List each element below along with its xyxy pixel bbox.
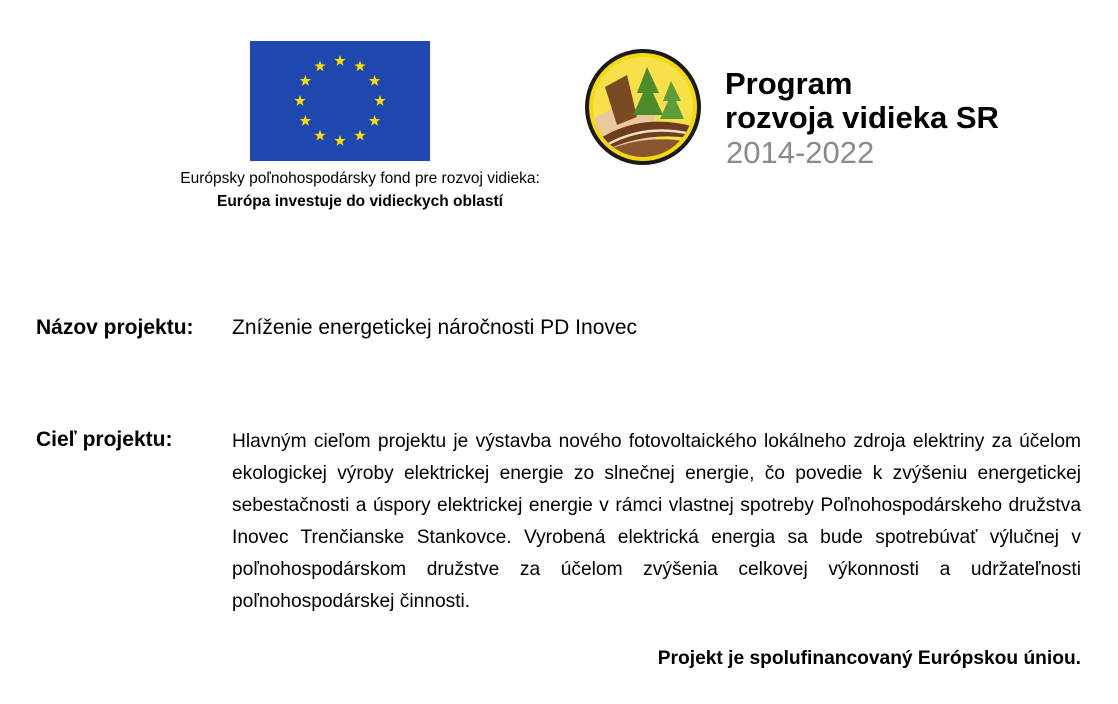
project-goal-label: Cieľ projektu: <box>36 428 173 451</box>
cofinancing-note: Projekt je spolufinancovaný Európskou úniou. <box>657 648 1081 669</box>
eu-flag-logo <box>250 41 430 161</box>
project-name-value: Zníženie energetickej náročnosti PD Inovec <box>232 316 638 339</box>
project-name-label: Názov projektu: <box>36 316 194 339</box>
program-title-line2: rozvoja vidieka SR <box>725 100 999 135</box>
project-goal-text: Hlavným cieľom projektu je výstavba nového fotovoltaického lokálneho zdroja elektriny za účelom ekologickej výroby elektrickej energie zo slnečnej energie, čo povedie k zvýšeniu energetickej sebestačnosti a úspory elektrickej energie v rámci vlastnej spotreby Poľnohospodárskeho družstva Inovec Trenčianske Stankovce. Vyrobená elektrická energia sa bude spotrebúvať výlučnej v poľnohospodárskom družstve za účelom zvýšenia celkovej výkonnosti a udržateľnosti poľnohospodárskej činnosti. <box>232 431 1081 612</box>
program-years: 2014-2022 <box>726 135 875 170</box>
program-title-line1: Program <box>725 66 853 101</box>
eu-slogan: Európa investuje do vidieckych oblastí <box>217 193 503 210</box>
prv-emblem-logo <box>583 47 703 167</box>
eu-fund-caption: Európsky poľnohospodársky fond pre rozvoj vidieka: <box>180 170 540 187</box>
